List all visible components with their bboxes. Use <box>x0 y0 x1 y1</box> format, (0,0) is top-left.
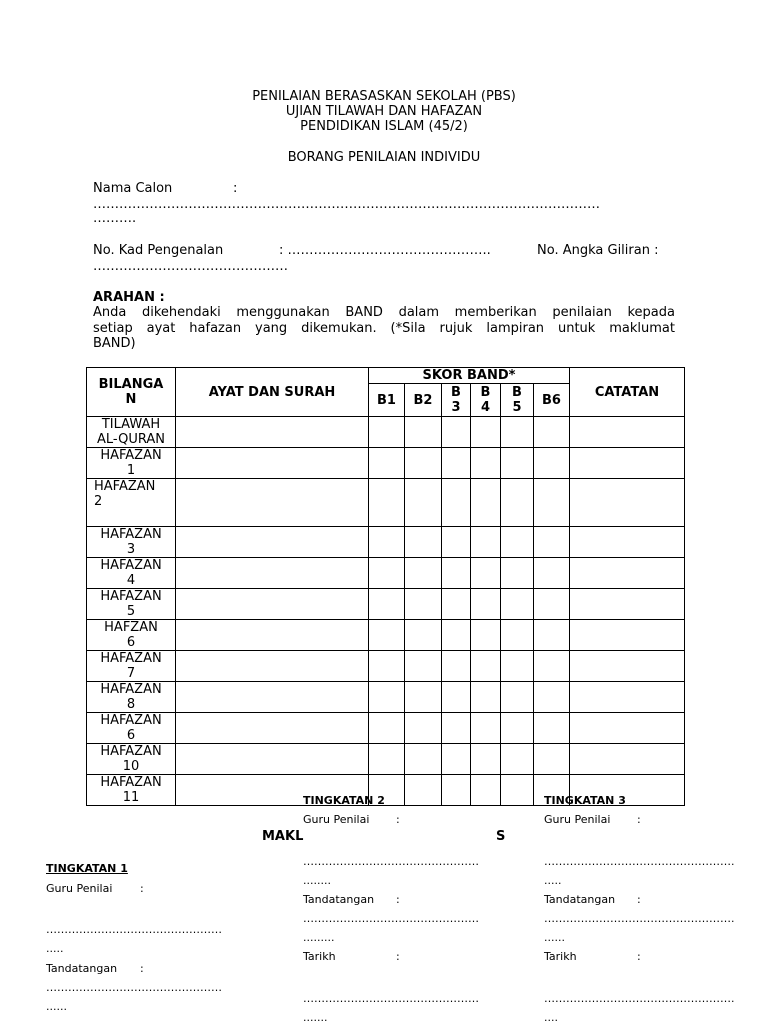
band-score-cell[interactable] <box>369 417 405 448</box>
ayat-cell[interactable] <box>176 682 369 713</box>
band-score-cell[interactable] <box>534 682 570 713</box>
band-score-cell[interactable] <box>534 527 570 558</box>
band-score-cell[interactable] <box>442 448 471 479</box>
catatan-cell[interactable] <box>570 651 685 682</box>
band-score-cell[interactable] <box>405 448 442 479</box>
tingkatan-2-guru-colon: : <box>396 813 400 826</box>
title-line-1: PENILAIAN BERASASKAN SEKOLAH (PBS) <box>252 89 516 104</box>
band-score-cell[interactable] <box>442 775 471 806</box>
ayat-cell[interactable] <box>176 417 369 448</box>
band-score-cell[interactable] <box>405 713 442 744</box>
tingkatan-2-tanda-field[interactable]: ………………………………………… <box>303 912 479 925</box>
ayat-cell[interactable] <box>176 713 369 744</box>
catatan-cell[interactable] <box>570 479 685 527</box>
tingkatan-3-tarikh-label: Tarikh <box>544 950 577 963</box>
band-score-cell[interactable] <box>471 744 501 775</box>
ayat-cell[interactable] <box>176 589 369 620</box>
table-row <box>87 744 685 775</box>
tingkatan-3-guru-field-cont: ..... <box>544 874 562 887</box>
band-score-cell[interactable] <box>501 417 534 448</box>
tingkatan-2-guru-field[interactable]: ………………………………………… <box>303 855 479 868</box>
table-row <box>87 589 685 620</box>
band-score-cell[interactable] <box>369 527 405 558</box>
band-score-cell[interactable] <box>442 651 471 682</box>
band-score-cell[interactable] <box>534 651 570 682</box>
band-score-cell[interactable] <box>369 448 405 479</box>
tingkatan-1-tanda-field-cont: ...... <box>46 1000 67 1013</box>
catatan-cell[interactable] <box>570 682 685 713</box>
band-score-cell[interactable] <box>501 620 534 651</box>
band-score-cell[interactable] <box>442 589 471 620</box>
band-score-cell[interactable] <box>534 620 570 651</box>
band-score-cell[interactable] <box>369 744 405 775</box>
ayat-cell[interactable] <box>176 651 369 682</box>
row-label: HAFAZAN 3 <box>87 527 176 558</box>
band-score-cell[interactable] <box>471 589 501 620</box>
table-row <box>87 448 685 479</box>
tingkatan-1-guru-field[interactable]: ………………………………………… <box>46 923 222 936</box>
band-score-cell[interactable] <box>534 744 570 775</box>
tingkatan-3-guru-field[interactable]: ……………………………………………. <box>544 855 735 868</box>
tingkatan-2-tarikh-field[interactable]: ………………………………………… <box>303 992 479 1005</box>
band-score-cell[interactable] <box>405 527 442 558</box>
tingkatan-2-tanda-colon: : <box>396 893 400 906</box>
tingkatan-2-tanda-label: Tandatangan <box>303 893 375 906</box>
band-score-cell[interactable] <box>501 713 534 744</box>
tingkatan-2-guru-label: Guru Penilai <box>303 813 370 826</box>
band-score-cell[interactable] <box>405 775 442 806</box>
band-score-cell[interactable] <box>369 620 405 651</box>
band-score-cell[interactable] <box>501 448 534 479</box>
band-score-cell[interactable] <box>405 417 442 448</box>
tingkatan-2-tanda-field-cont: ......... <box>303 931 335 944</box>
catatan-cell[interactable] <box>570 527 685 558</box>
band-score-cell[interactable] <box>442 620 471 651</box>
band-score-cell[interactable] <box>534 589 570 620</box>
band-score-cell[interactable] <box>501 682 534 713</box>
row-label: HAFAZAN 2 <box>87 479 176 527</box>
arahan-line-2: setiap ayat hafazan yang dikemukan. (*Sila rujuk lampiran untuk maklumat <box>93 321 675 336</box>
band-score-cell[interactable] <box>471 558 501 589</box>
header-ayat-surah: AYAT DAN SURAH <box>176 368 369 417</box>
row-label: HAFAZAN 4 <box>87 558 176 589</box>
band-score-cell[interactable] <box>369 682 405 713</box>
header-band: B 3 <box>442 384 471 417</box>
band-score-cell[interactable] <box>442 744 471 775</box>
title-line-3: PENDIDIKAN ISLAM (45/2) <box>300 119 468 134</box>
header-band: B1 <box>369 384 405 417</box>
tingkatan-2-tarikh-field-cont: ....... <box>303 1011 328 1024</box>
tingkatan-3-guru-colon: : <box>637 813 641 826</box>
maklumat-heading-right: S <box>496 829 506 844</box>
catatan-cell[interactable] <box>570 558 685 589</box>
band-score-cell[interactable] <box>471 479 501 527</box>
table-row <box>87 417 685 448</box>
band-score-cell[interactable] <box>369 651 405 682</box>
band-score-cell[interactable] <box>471 651 501 682</box>
form-title: BORANG PENILAIAN INDIVIDU <box>287 150 481 165</box>
tingkatan-3-tarikh-field-cont: .... <box>544 1011 558 1024</box>
catatan-cell[interactable] <box>570 417 685 448</box>
table-row <box>87 620 685 651</box>
tingkatan-3-tarikh-colon: : <box>637 950 641 963</box>
band-score-cell[interactable] <box>501 651 534 682</box>
band-score-cell[interactable] <box>405 682 442 713</box>
nama-calon-field[interactable]: ……………………………………………………………………………………………………… <box>93 197 600 212</box>
arahan-line-1: Anda dikehendaki menggunakan BAND dalam memberikan penilaian kepada <box>93 305 675 320</box>
band-score-cell[interactable] <box>471 620 501 651</box>
band-score-cell[interactable] <box>442 682 471 713</box>
nama-calon-label: Nama Calon <box>93 181 173 196</box>
table-row <box>87 527 685 558</box>
band-score-cell[interactable] <box>534 448 570 479</box>
band-score-cell[interactable] <box>405 744 442 775</box>
ayat-cell[interactable] <box>176 479 369 527</box>
row-label: HAFAZAN 11 <box>87 775 176 806</box>
band-score-cell[interactable] <box>534 713 570 744</box>
header-skor-band: SKOR BAND* <box>369 368 570 384</box>
arahan-line-3: BAND) <box>93 336 136 351</box>
tingkatan-3-tanda-colon: : <box>637 893 641 906</box>
tingkatan-3-tarikh-field[interactable]: ……………………………………………. <box>544 992 735 1005</box>
ayat-cell[interactable] <box>176 527 369 558</box>
band-score-cell[interactable] <box>501 558 534 589</box>
band-score-cell[interactable] <box>471 775 501 806</box>
table-row <box>87 558 685 589</box>
band-score-cell[interactable] <box>369 589 405 620</box>
ayat-cell[interactable] <box>176 620 369 651</box>
row-label: HAFAZAN 10 <box>87 744 176 775</box>
band-score-cell[interactable] <box>442 479 471 527</box>
row-label: TILAWAH AL-QURAN <box>87 417 176 448</box>
tingkatan-3-guru-label: Guru Penilai <box>544 813 611 826</box>
band-score-cell[interactable] <box>442 417 471 448</box>
band-score-cell[interactable] <box>471 527 501 558</box>
band-score-cell[interactable] <box>501 479 534 527</box>
band-score-cell[interactable] <box>405 651 442 682</box>
header-bilangan: BILANGA N <box>87 368 176 417</box>
header-catatan: CATATAN <box>570 368 685 417</box>
band-score-cell[interactable] <box>471 682 501 713</box>
table-row <box>87 479 685 527</box>
catatan-cell[interactable] <box>570 744 685 775</box>
title-line-2: UJIAN TILAWAH DAN HAFAZAN <box>285 104 483 119</box>
table-row <box>87 713 685 744</box>
tingkatan-1-guru-label: Guru Penilai <box>46 882 113 895</box>
catatan-cell[interactable] <box>570 589 685 620</box>
band-score-cell[interactable] <box>501 744 534 775</box>
tingkatan-3-tanda-field[interactable]: ……………………………………………. <box>544 912 735 925</box>
band-score-cell[interactable] <box>405 589 442 620</box>
band-score-cell[interactable] <box>471 713 501 744</box>
row-label: HAFAZAN 1 <box>87 448 176 479</box>
tingkatan-2-heading: TINGKATAN 2 <box>303 794 385 807</box>
band-score-cell[interactable] <box>501 775 534 806</box>
tingkatan-2-tarikh-label: Tarikh <box>303 950 336 963</box>
arahan-heading: ARAHAN : <box>93 290 165 305</box>
table-row <box>87 651 685 682</box>
band-score-cell[interactable] <box>369 558 405 589</box>
band-score-cell[interactable] <box>442 713 471 744</box>
row-label: HAFAZAN 6 <box>87 713 176 744</box>
angka-giliran-label: No. Angka Giliran : <box>537 243 659 258</box>
header-band: B6 <box>534 384 570 417</box>
catatan-cell[interactable] <box>570 713 685 744</box>
tingkatan-1-tanda-field[interactable]: ………………………………………… <box>46 981 222 994</box>
header-band: B 4 <box>471 384 501 417</box>
band-score-cell[interactable] <box>534 417 570 448</box>
nama-calon-field-cont: ………. <box>93 211 137 226</box>
tingkatan-1-guru-field-cont: ..... <box>46 942 64 955</box>
ayat-cell[interactable] <box>176 744 369 775</box>
band-score-cell[interactable] <box>442 527 471 558</box>
tingkatan-1-tanda-colon: : <box>140 962 144 975</box>
tingkatan-1-guru-colon: : <box>140 882 144 895</box>
band-score-cell[interactable] <box>471 417 501 448</box>
catatan-cell[interactable] <box>570 620 685 651</box>
tingkatan-2-tarikh-colon: : <box>396 950 400 963</box>
nama-calon-colon: : <box>233 181 238 196</box>
band-score-cell[interactable] <box>534 558 570 589</box>
row-label: HAFAZAN 5 <box>87 589 176 620</box>
band-score-cell[interactable] <box>369 713 405 744</box>
angka-giliran-field[interactable]: ……………………………………… <box>93 259 288 274</box>
row-label: HAFZAN 6 <box>87 620 176 651</box>
band-score-cell[interactable] <box>442 558 471 589</box>
kad-pengenalan-field[interactable]: : ……………………………………….. <box>279 243 491 258</box>
header-band: B 5 <box>501 384 534 417</box>
tingkatan-3-heading: TINGKATAN 3 <box>544 794 626 807</box>
row-label: HAFAZAN 7 <box>87 651 176 682</box>
band-score-cell[interactable] <box>405 558 442 589</box>
row-label: HAFAZAN 8 <box>87 682 176 713</box>
table-row <box>87 682 685 713</box>
tingkatan-3-tanda-label: Tandatangan <box>544 893 616 906</box>
ayat-cell[interactable] <box>176 558 369 589</box>
maklumat-heading-left: MAKL <box>262 829 304 844</box>
tingkatan-1-heading: TINGKATAN 1 <box>46 862 128 875</box>
kad-pengenalan-label: No. Kad Pengenalan <box>93 243 224 258</box>
band-score-cell[interactable] <box>405 620 442 651</box>
band-score-cell[interactable] <box>369 479 405 527</box>
catatan-cell[interactable] <box>570 448 685 479</box>
band-score-cell[interactable] <box>405 479 442 527</box>
tingkatan-3-tanda-field-cont: ...... <box>544 931 565 944</box>
header-band: B2 <box>405 384 442 417</box>
tingkatan-2-guru-field-cont: ........ <box>303 874 331 887</box>
tingkatan-1-tanda-label: Tandatangan <box>46 962 118 975</box>
band-score-cell[interactable] <box>534 479 570 527</box>
ayat-cell[interactable] <box>176 448 369 479</box>
band-score-cell[interactable] <box>471 448 501 479</box>
overlap-cover <box>405 812 485 842</box>
band-score-cell[interactable] <box>501 527 534 558</box>
assessment-table <box>86 367 685 806</box>
band-score-cell[interactable] <box>501 589 534 620</box>
